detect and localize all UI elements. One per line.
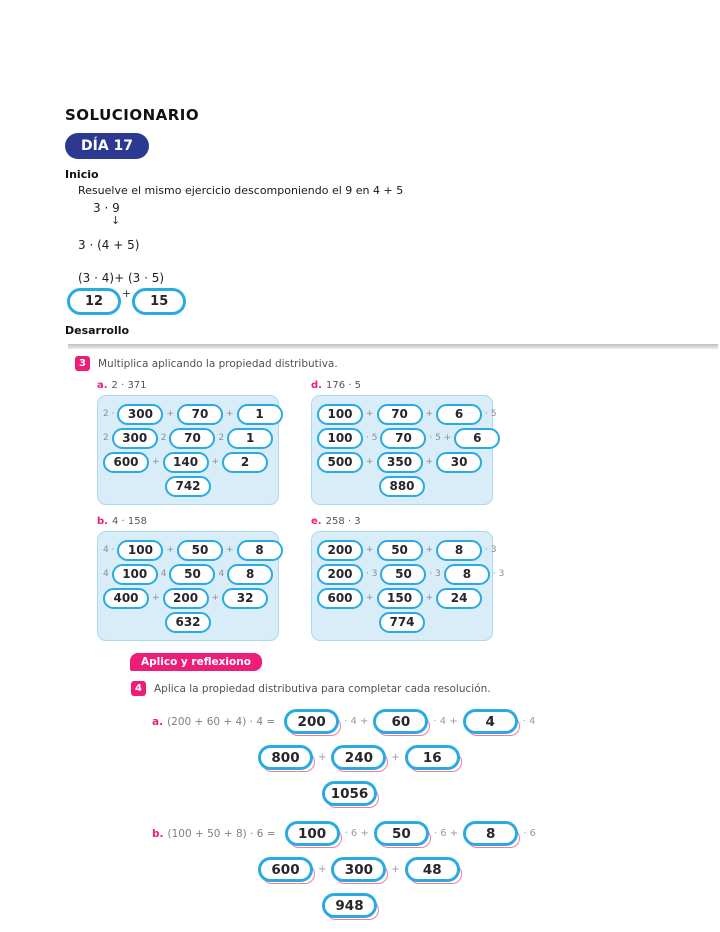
- panel-row: [317, 474, 487, 498]
- exercise4-problems: [152, 708, 720, 919]
- operator-text: · 6: [523, 828, 536, 839]
- exercise3-header: [75, 356, 720, 371]
- answer-box: 100: [317, 404, 363, 425]
- day-badge: DÍA 17: [65, 133, 149, 159]
- problem-statement: 176 · 5: [325, 380, 361, 391]
- answer-box: 24: [436, 588, 482, 609]
- answer-box: 240: [331, 745, 386, 770]
- answer-box: 8: [237, 540, 283, 561]
- ex4-row: [152, 820, 720, 847]
- answer-box: 60: [373, 709, 428, 734]
- answer-box: 300: [112, 428, 158, 449]
- panel-row: [103, 562, 273, 586]
- answer-box: 50: [377, 540, 423, 561]
- ex4-row: [258, 856, 720, 883]
- answer-box: 30: [436, 452, 482, 473]
- panel-row: [103, 610, 273, 634]
- expression-original: 3 · 9: [93, 201, 120, 215]
- operator-text: 2: [103, 433, 109, 443]
- panel-row: [317, 538, 497, 562]
- problem-heading: [311, 380, 511, 391]
- operator-text: 2: [160, 433, 167, 443]
- operator-text: +: [211, 457, 220, 467]
- answer-panel: [97, 395, 279, 505]
- operator-text: +: [366, 409, 374, 419]
- answer-box: 300: [117, 404, 163, 425]
- answer-box: 100: [112, 564, 158, 585]
- answer-box: 150: [377, 588, 423, 609]
- answer-box: 16: [405, 745, 460, 770]
- answer-box: 50: [374, 821, 429, 846]
- answer-box: 774: [379, 612, 425, 633]
- operator-text: +: [318, 752, 327, 763]
- answer-box: 6: [436, 404, 482, 425]
- answer-box: 948: [322, 893, 377, 918]
- exercise3-problems: [97, 380, 720, 641]
- operator-text: +: [366, 457, 374, 467]
- operator-text: · 6 +: [433, 828, 459, 839]
- answer-box: 100: [117, 540, 163, 561]
- page-title: SOLUCIONARIO: [65, 106, 200, 124]
- operator-text: · 4: [522, 716, 536, 727]
- panel-row: [317, 450, 487, 474]
- exercise4-instruction: Aplica la propiedad distributiva para completar cada resolución.: [154, 682, 491, 695]
- problem-b: [97, 516, 311, 641]
- operator-text: +: [391, 864, 400, 875]
- operator-text: · 3: [429, 569, 441, 579]
- problem-heading: [97, 516, 311, 527]
- answer-box: 600: [103, 452, 149, 473]
- operator-text: 4: [160, 569, 167, 579]
- answer-box: 200: [163, 588, 209, 609]
- operator-text: 4: [103, 569, 109, 579]
- problem-a: [97, 380, 311, 505]
- panel-row: [103, 426, 273, 450]
- ex4-problem-a: [152, 708, 720, 807]
- answer-box: 300: [331, 857, 386, 882]
- worksheet-top-shadow: [68, 344, 718, 349]
- answer-box: 880: [379, 476, 425, 497]
- operator-text: 2 ·: [103, 409, 115, 419]
- operator-text: +: [166, 545, 174, 555]
- answer-box: 50: [380, 564, 426, 585]
- worksheet: [0, 344, 720, 932]
- inicio-heading: Inicio: [65, 168, 99, 181]
- answer-box: 140: [163, 452, 209, 473]
- problem-letter: a.: [97, 380, 108, 391]
- problem-letter: a.: [152, 715, 164, 728]
- operator-text: +: [226, 409, 234, 419]
- answer-box: 70: [169, 428, 215, 449]
- operator-text: +: [366, 593, 374, 603]
- operator-text: · 5 +: [429, 433, 452, 443]
- ex4-row: [322, 780, 720, 807]
- answer-box: 8: [444, 564, 490, 585]
- ex4-row: [258, 744, 720, 771]
- answer-box: 15: [132, 288, 186, 315]
- down-arrow-icon: ↓: [111, 214, 121, 227]
- answer-panel: [311, 395, 497, 505]
- operator-text: +: [425, 457, 434, 467]
- operator-text: +: [425, 593, 434, 603]
- expression-distributed: (3 · 4)+ (3 · 5): [78, 271, 165, 285]
- problem-letter: b.: [97, 516, 108, 527]
- answer-box: 200: [317, 540, 363, 561]
- operator-text: · 6 +: [344, 828, 369, 839]
- problem-statement: 258 · 3: [325, 516, 361, 527]
- answer-box: 8: [463, 821, 518, 846]
- problem-d: [311, 380, 511, 505]
- operator-text: +: [425, 409, 434, 419]
- answer-box: 200: [284, 709, 339, 734]
- operator-text: +: [166, 409, 174, 419]
- problem-letter: e.: [311, 516, 322, 527]
- answer-box: 50: [177, 540, 223, 561]
- problem-heading: [97, 380, 311, 391]
- answer-box: 1: [227, 428, 273, 449]
- answer-box: 742: [165, 476, 211, 497]
- answer-box: 400: [103, 588, 149, 609]
- answer-panel: [97, 531, 279, 641]
- answer-box: 800: [258, 745, 313, 770]
- panel-row: [103, 538, 273, 562]
- panel-row: [103, 450, 273, 474]
- panel-row: [103, 474, 273, 498]
- problem-statement: (100 + 50 + 8) · 6 =: [167, 827, 276, 840]
- exercise4-header: [131, 681, 720, 696]
- operator-text: +: [366, 545, 374, 555]
- panel-row: [103, 586, 273, 610]
- expression-decomposed: 3 · (4 + 5): [78, 238, 140, 252]
- problem-letter: d.: [311, 380, 322, 391]
- exercise-number-badge: 3: [75, 356, 90, 371]
- operator-text: 4: [218, 569, 225, 579]
- ex4-row: [322, 892, 720, 919]
- inicio-answers: [67, 287, 625, 315]
- desarrollo-heading: Desarrollo: [65, 324, 130, 337]
- exercise-number-badge: 4: [131, 681, 146, 696]
- ex4-problem-b: [152, 820, 720, 919]
- problem-statement: (200 + 60 + 4) · 4 =: [167, 715, 276, 728]
- problem-letter: b.: [152, 827, 164, 840]
- operator-text: +: [152, 457, 160, 467]
- answer-box: 1056: [322, 781, 377, 806]
- problem-heading: [311, 516, 511, 527]
- operator-text: +: [318, 864, 327, 875]
- answer-box: 50: [169, 564, 215, 585]
- operator-text: · 5: [485, 409, 497, 419]
- operator-text: · 3: [492, 569, 505, 579]
- answer-box: 1: [237, 404, 283, 425]
- answer-box: 8: [436, 540, 482, 561]
- operator-text: +: [391, 752, 400, 763]
- answer-box: 600: [258, 857, 313, 882]
- panel-row: [103, 402, 273, 426]
- reflect-badge: Aplico y reflexiono: [130, 653, 262, 671]
- solution-header: [65, 106, 625, 337]
- answer-box: 8: [227, 564, 273, 585]
- panel-row: [317, 610, 487, 634]
- answer-box: 500: [317, 452, 363, 473]
- problem-e: [311, 516, 511, 641]
- answer-box: 200: [317, 564, 363, 585]
- inicio-prompt: Resuelve el mismo ejercicio descomponiendo el 9 en 4 + 5: [78, 184, 404, 197]
- panel-row: [317, 426, 487, 450]
- answer-panel: [311, 531, 505, 641]
- answer-box: 12: [67, 288, 121, 315]
- answer-box: 48: [405, 857, 460, 882]
- answer-box: 100: [317, 428, 363, 449]
- operator-text: · 4 +: [433, 716, 458, 727]
- operator-text: +: [425, 545, 434, 555]
- problem-statement: 4 · 158: [111, 516, 147, 527]
- answer-box: 600: [317, 588, 363, 609]
- answer-box: 4: [463, 709, 518, 734]
- answer-box: 350: [377, 452, 423, 473]
- exercise3-instruction: Multiplica aplicando la propiedad distributiva.: [98, 357, 338, 370]
- operator-text: · 4 +: [344, 716, 369, 727]
- answer-box: 32: [222, 588, 268, 609]
- plus-sign: +: [122, 287, 132, 300]
- operator-text: 2: [218, 433, 225, 443]
- operator-text: 4 ·: [103, 545, 115, 555]
- answer-box: 100: [285, 821, 340, 846]
- answer-box: 70: [377, 404, 423, 425]
- operator-text: +: [152, 593, 160, 603]
- answer-box: 2: [222, 452, 268, 473]
- panel-row: [317, 402, 497, 426]
- operator-text: +: [211, 593, 220, 603]
- answer-box: 6: [454, 428, 500, 449]
- operator-text: · 3: [485, 545, 497, 555]
- panel-row: [317, 586, 487, 610]
- panel-row: [317, 562, 505, 586]
- answer-box: 70: [177, 404, 223, 425]
- operator-text: · 3: [366, 569, 378, 579]
- answer-box: 70: [380, 428, 426, 449]
- operator-text: · 5: [366, 433, 378, 443]
- problem-statement: 2 · 371: [111, 380, 147, 391]
- ex4-row: [152, 708, 720, 735]
- operator-text: +: [226, 545, 234, 555]
- answer-box: 632: [165, 612, 211, 633]
